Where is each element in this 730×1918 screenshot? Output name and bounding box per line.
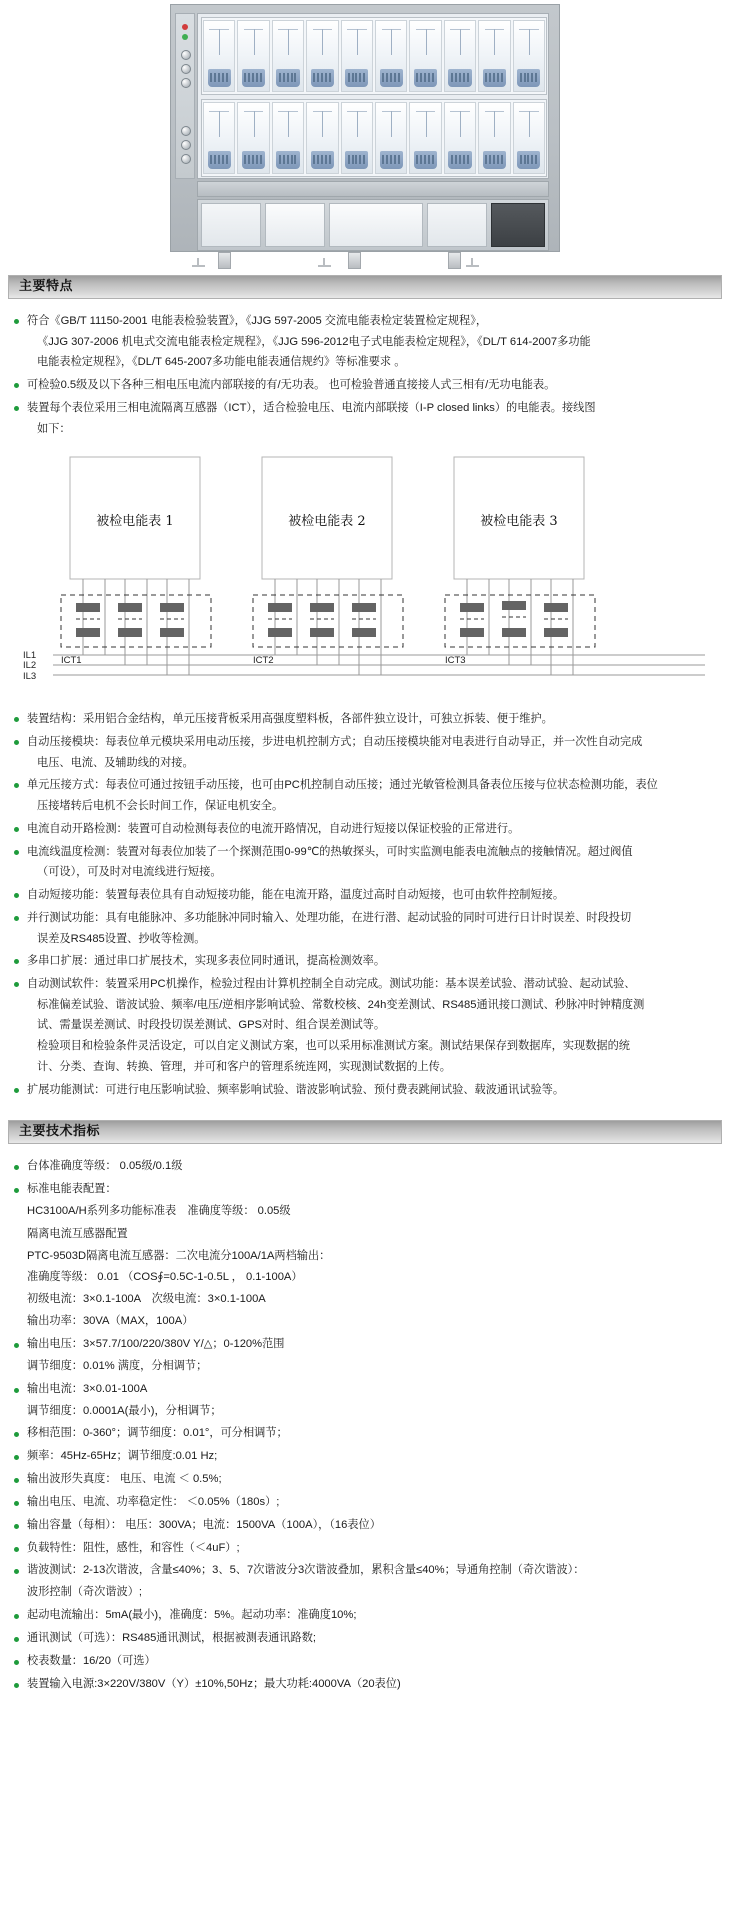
spec-item	[14, 1224, 716, 1333]
meter-bay-cell	[306, 102, 338, 174]
spec-line: 输出波形失真度： 电压、电流 ＜ 0.5%;	[27, 1473, 222, 1486]
meter-clamp	[345, 151, 368, 169]
control-knob-2	[181, 64, 191, 74]
meter-clamp	[242, 151, 265, 169]
meter-label-3: 被检电能表 3	[480, 514, 558, 530]
meter-clamp	[311, 69, 334, 87]
meter-bay-cell	[478, 20, 510, 92]
section-title-features: 主要特点	[19, 278, 74, 294]
bus-label-il2: IL2	[23, 660, 37, 672]
desk-unit-monitor-2	[329, 203, 424, 247]
power-led-green	[182, 34, 188, 40]
feature-line: 电能表检定规程》，《DL/T 645-2007多功能电能表通信规约》等标准要求 。	[37, 356, 406, 369]
spec-line: 波形控制（奇次谐波）;	[27, 1586, 142, 1599]
spec-line: 隔离电流互感器配置	[27, 1227, 128, 1240]
spec-item	[14, 1334, 716, 1378]
spec-item	[14, 1651, 716, 1673]
spec-line: 输出电流：3×0.01-100A	[27, 1382, 148, 1395]
spec-line: HC3100A/H系列多功能标准表 准确度等级： 0.05级	[27, 1204, 291, 1217]
feature-item	[14, 709, 716, 730]
feature-line: 试、需量误差测试、时段投切误差测试、GPS对时、组合误差测试等。	[37, 1019, 386, 1032]
meter-clamp	[380, 69, 403, 87]
feature-item	[14, 908, 716, 949]
feature-line: 装置每个表位采用三相电流隔离互感器（ICT），适合检验电压、电流内部联接（I-P closed links）的电能表。接线图	[27, 401, 596, 414]
desk-unit-monitor-1	[265, 203, 325, 247]
spec-line: 台体准确度等级： 0.05级/0.1级	[27, 1160, 183, 1173]
spec-item	[14, 1156, 716, 1178]
spec-line: 调节细度：0.01% 满度，分相调节；	[27, 1359, 208, 1372]
feature-item	[14, 885, 716, 906]
meter-bay-cell	[203, 20, 235, 92]
features-list-continued	[0, 697, 730, 1106]
meter-bay-cell	[444, 102, 476, 174]
control-knob-3	[181, 78, 191, 88]
meter-clamp	[345, 69, 368, 87]
spec-item	[14, 1674, 716, 1696]
section-title-specs: 主要技术指标	[19, 1123, 101, 1139]
ict-wiring-svg	[15, 453, 715, 691]
spec-line: 频率：45Hz-65Hz；调节细度:0.01 Hz;	[27, 1450, 218, 1463]
meter-clamp	[208, 69, 231, 87]
feature-line: （可设），可及时对电流线进行短接。	[37, 866, 222, 879]
meter-bay-cell	[237, 102, 269, 174]
spec-line: 装置输入电源:3×220V/380V（Y）±10%,50Hz；最大功耗:4000VA（20表位)	[27, 1677, 401, 1690]
meter-bay-cell	[409, 20, 441, 92]
meter-bay-cell	[341, 102, 373, 174]
spec-item	[14, 1628, 716, 1650]
meter-bay-cell	[203, 102, 235, 174]
control-knob-4	[181, 126, 191, 136]
feature-item	[14, 951, 716, 972]
meter-bay-cell	[375, 20, 407, 92]
feature-item	[14, 819, 716, 840]
meter-clamp	[276, 151, 299, 169]
instrument-desk	[197, 199, 549, 251]
feature-item	[14, 974, 716, 1078]
spec-line: PTC-9503D隔离电流互感器：二次电流分100A/1A两档输出：	[27, 1249, 331, 1262]
spec-line: 负载特性：阻性，感性，和容性（＜4uF）;	[27, 1541, 240, 1554]
feature-line: 自动测试软件：装置采用PC机操作，检验过程由计算机控制全自动完成。测试功能：基本误差试验、潜动试验、起动试验、	[27, 977, 636, 990]
meter-clamp	[208, 151, 231, 169]
desk-unit-pc	[491, 203, 545, 247]
meter-clamp	[483, 151, 506, 169]
meter-clamp	[380, 151, 403, 169]
feature-line: 计、分类、查询、转换、管理，并可和客户的管理系统连网，实现测试数据的上传。	[37, 1060, 451, 1073]
meter-clamp	[276, 69, 299, 87]
feature-line: 单元压接方式：每表位可通过按钮手动压接，也可由PC机控制自动压接；通过光敏管检测具备表位压接与位状态检测功能，表位	[27, 779, 658, 792]
spec-line: 准确度等级： 0.01 （COS∮=0.5C-1-0.5L ， 0.1-100A）	[27, 1271, 303, 1284]
meter-bay-cell	[306, 20, 338, 92]
feature-line: 扩展功能测试：可进行电压影响试验、频率影响试验、谐波影响试验、预付费表跳闸试验、载波通讯试验等。	[27, 1083, 565, 1096]
feature-line: 自动压接模块：每表位单元模块采用电动压接，步进电机控制方式；自动压接模块能对电表进行自动导正，并一次性自动完成	[27, 736, 643, 749]
section-header-features	[8, 275, 722, 299]
feature-line: 电流线温度检测：装置对每表位加装了一个探测范围0-99℃的热敏探头，可时实监测电能表电流触点的接触情况。超过阀值	[27, 845, 633, 858]
bus-label-il1: IL1	[23, 650, 37, 662]
meter-shelf-bottom	[201, 99, 547, 177]
feature-line: 多串口扩展：通过串口扩展技术，实现多表位同时通讯，提高检测效率。	[27, 955, 386, 968]
specifications-list	[0, 1144, 730, 1716]
section-header-specs	[8, 1120, 722, 1144]
spec-item	[14, 1423, 716, 1445]
meter-bay-cell	[237, 20, 269, 92]
meter-bay-cell	[341, 20, 373, 92]
spec-line: 初级电流：3×0.1-100A 次级电流：3×0.1-100A	[27, 1293, 266, 1306]
meter-test-rack	[170, 4, 560, 269]
meter-shelf-top	[201, 17, 547, 95]
spec-line: 起动电流输出：5mA(最小)，准确度：5%。起动功率：准确度10%;	[27, 1609, 357, 1622]
meter-bay-cell	[272, 102, 304, 174]
desk-unit-2	[427, 203, 487, 247]
feature-line: 压接堵转后电机不会长时间工作，保证电机安全。	[37, 800, 284, 813]
feature-line: 符合《GB/T 11150-2001 电能表检验装置》，《JJG 597-2005 交流电能表检定装置检定规程》，	[27, 315, 488, 327]
spec-item	[14, 1446, 716, 1468]
rack-control-panel	[175, 13, 195, 179]
feature-item	[14, 732, 716, 773]
spec-line: 通讯测试（可选）：RS485通讯测试，根据被测表通讯路数;	[27, 1631, 317, 1644]
spec-line: 标准电能表配置：	[27, 1183, 117, 1196]
meter-clamp	[242, 69, 265, 87]
spec-item	[14, 1515, 716, 1537]
feature-line: 自动短接功能：装置每表位具有自动短接功能，能在电流开路，温度过高时自动短接，也可由软件控制短接。	[27, 889, 565, 902]
meter-clamp	[448, 69, 471, 87]
feature-line: 《JJG 307-2006 机电式交流电能表检定规程》，《JJG 596-2012电子式电能表检定规程》，《DL/T 614-2007多功能	[37, 335, 591, 348]
meter-clamp	[414, 69, 437, 87]
meter-clamp	[448, 151, 471, 169]
feature-line: 装置结构：采用铝合金结构，单元压接背板采用高强度塑料板，各部件独立设计，可独立拆装、便于维护。	[27, 713, 553, 726]
meter-clamp	[311, 151, 334, 169]
rack-foot-e	[448, 252, 461, 269]
feature-line: 电流自动开路检测：装置可自动检测每表位的电流开路情况，自动进行短接以保证校验的正常进行。	[27, 822, 520, 835]
meter-bay-cell	[409, 102, 441, 174]
control-knob-1	[181, 50, 191, 60]
spec-line: 谐波测试：2-13次谐波，含量≤40%；3、5、7次谐波分3次谐波叠加，累积含量≤40%；导通角控制（奇次谐波）：	[27, 1564, 585, 1577]
spec-line: 校表数量：16/20（可选）	[27, 1654, 156, 1667]
spec-line: 输出电压、电流、功率稳定性： ＜0.05%（180s）;	[27, 1495, 280, 1508]
feature-line: 误差及RS485设置、抄收等检测。	[37, 932, 206, 945]
control-knob-6	[181, 154, 191, 164]
control-knob-5	[181, 140, 191, 150]
meter-bay-cell	[513, 20, 545, 92]
meter-bays	[197, 13, 549, 179]
spec-line: 输出功率：30VA（MAX，100A）	[27, 1315, 194, 1328]
meter-clamp	[517, 151, 540, 169]
spec-item	[14, 1538, 716, 1560]
bus-label-il3: IL3	[23, 671, 37, 683]
rack-feet	[170, 252, 560, 269]
feature-item	[14, 398, 716, 439]
meter-clamp	[483, 69, 506, 87]
feature-item	[14, 775, 716, 816]
feature-line: 电压、电流、及辅助线的对接。	[37, 756, 194, 769]
meter-bay-cell	[513, 102, 545, 174]
meter-label-1: 被检电能表 1	[96, 514, 174, 530]
spec-line: 输出容量（每相）： 电压：300VA；电流：1500VA（100A），（16表位）	[27, 1518, 381, 1531]
ict-label-3: ICT3	[445, 655, 466, 667]
features-list	[0, 299, 730, 445]
rack-foot-a	[192, 265, 205, 267]
rack-foot-d	[348, 252, 361, 269]
spec-item	[14, 1469, 716, 1491]
feature-item	[14, 1080, 716, 1101]
product-photo	[0, 0, 730, 275]
feature-line: 并行测试功能：具有电能脉冲、多功能脉冲同时输入、处理功能，在进行潜、起动试验的同时可进行日计时误差、时段投切	[27, 911, 632, 924]
spec-line: 移相范围：0-360°；调节细度：0.01°，可分相调节；	[27, 1427, 288, 1440]
meter-clamp	[517, 69, 540, 87]
feature-item	[14, 375, 716, 396]
spec-item	[14, 1492, 716, 1514]
rack-divider	[197, 181, 549, 197]
rack-body	[170, 4, 560, 252]
ict-label-1: ICT1	[61, 655, 82, 667]
rack-foot-c	[318, 265, 331, 267]
meter-bay-cell	[444, 20, 476, 92]
wiring-diagram	[0, 445, 730, 697]
meter-bay-cell	[375, 102, 407, 174]
spec-item	[14, 1560, 716, 1604]
spec-item	[14, 1605, 716, 1627]
feature-line: 可检验0.5级及以下各种三相电压电流内部联接的有/无功表。 也可检验普通直接接人式三相有/无功电能表。	[27, 379, 556, 392]
meter-clamp	[414, 151, 437, 169]
feature-item	[14, 842, 716, 883]
feature-line: 标准偏差试验、谐波试验、频率/电压/逆相序影响试验、常数校核、24h变差测试、RS485通讯接口测试、秒脉冲时钟精度测	[37, 998, 645, 1011]
spec-line: 调节细度：0.0001A(最小)，分相调节；	[27, 1404, 222, 1417]
meter-label-2: 被检电能表 2	[288, 514, 366, 530]
rack-foot-b	[218, 252, 231, 269]
spec-line: 输出电压：3×57.7/100/220/380V Y/△；0-120%范围	[27, 1338, 285, 1350]
power-led-red	[182, 24, 188, 30]
ict-label-2: ICT2	[253, 655, 274, 667]
spec-item	[14, 1379, 716, 1423]
feature-item	[14, 311, 716, 373]
rack-foot-f	[466, 265, 479, 267]
meter-bay-cell	[478, 102, 510, 174]
spec-item	[14, 1179, 716, 1223]
feature-line: 检验项目和检验条件灵活设定，可以自定义测试方案，也可以采用标准测试方案。测试结果保存到数据库，实现数据的统	[37, 1040, 630, 1053]
desk-unit-1	[201, 203, 261, 247]
meter-bay-cell	[272, 20, 304, 92]
feature-line: 如下：	[37, 422, 71, 435]
